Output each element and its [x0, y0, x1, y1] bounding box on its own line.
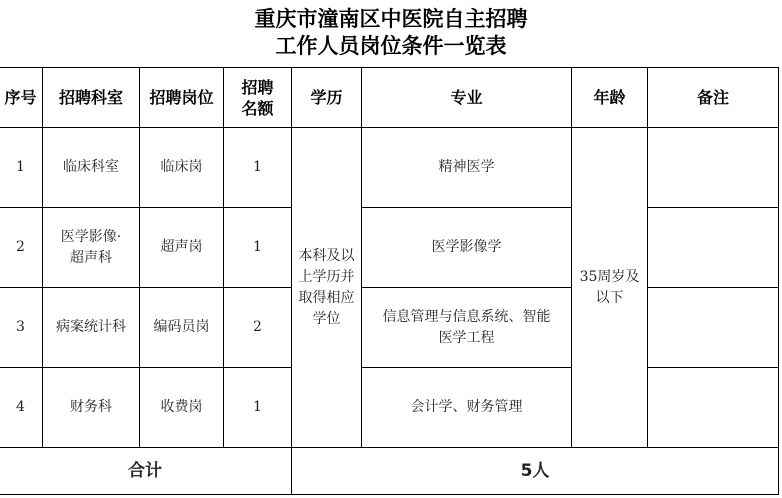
header-remarks: 备注: [648, 68, 779, 128]
cell-education-shared: [292, 128, 362, 448]
age-line2: 以下: [595, 289, 624, 306]
major-line1: 精神医学: [438, 159, 495, 175]
cell-major: [362, 128, 572, 208]
cell-major: [362, 288, 572, 368]
cell-position: 收费岗: [140, 368, 224, 448]
page-title-line2: 工作人员岗位条件一览表: [275, 33, 507, 58]
cell-quota: 2: [224, 288, 292, 368]
total-value: 5人: [292, 448, 779, 495]
cell-quota: 1: [224, 128, 292, 208]
position-requirements-table: [0, 67, 779, 495]
table-row: [0, 128, 779, 208]
table-row: [0, 208, 779, 288]
header-quota-line2: 名额: [241, 98, 274, 118]
cell-quota: 1: [224, 208, 292, 288]
cell-position: 临床岗: [140, 128, 224, 208]
major-line2: 医学工程: [438, 329, 495, 346]
cell-position: 编码员岗: [140, 288, 224, 368]
cell-index: 1: [0, 128, 43, 208]
department-line1: 医学影像·: [60, 228, 122, 245]
cell-index: 3: [0, 288, 43, 368]
cell-index: 2: [0, 208, 43, 288]
department-line1: 财务科: [70, 399, 112, 415]
age-line1: 35周岁及: [579, 268, 640, 285]
cell-department: [43, 128, 140, 208]
table-row: [0, 288, 779, 368]
header-major: 专业: [362, 68, 572, 128]
header-quota-line1: 招聘: [241, 77, 274, 97]
cell-major: [362, 208, 572, 288]
header-age: 年龄: [572, 68, 648, 128]
cell-department: [43, 368, 140, 448]
header-quota: [224, 68, 292, 128]
cell-age-shared: [572, 128, 648, 448]
major-line1: 医学影像学: [431, 239, 502, 255]
page-title-line1: 重庆市潼南区中医院自主招聘: [254, 6, 528, 31]
cell-major: [362, 368, 572, 448]
cell-remarks: [648, 208, 779, 288]
department-line1: 病案统计科: [56, 319, 126, 335]
header-department: 招聘科室: [43, 68, 140, 128]
header-position: 招聘岗位: [140, 68, 224, 128]
cell-remarks: [648, 128, 779, 208]
cell-position: 超声岗: [140, 208, 224, 288]
cell-quota: 1: [224, 368, 292, 448]
cell-remarks: [648, 368, 779, 448]
cell-remarks: [648, 288, 779, 368]
cell-department: [43, 288, 140, 368]
header-education: 学历: [292, 68, 362, 128]
table-header-row: [0, 68, 779, 128]
cell-index: 4: [0, 368, 43, 448]
table-row: [0, 368, 779, 448]
education-line2: 上学历并: [298, 268, 355, 285]
header-index: 序号: [0, 68, 43, 128]
cell-department: [43, 208, 140, 288]
education-line1: 本科及以: [298, 247, 355, 264]
major-line1: 信息管理与信息系统、智能: [382, 308, 551, 325]
education-line4: 学位: [312, 310, 341, 327]
department-line2: 超声科: [70, 249, 112, 266]
total-row: [0, 448, 779, 495]
total-label: 合计: [0, 448, 292, 495]
education-line3: 取得相应: [298, 289, 355, 306]
department-line1: 临床科室: [63, 159, 119, 175]
major-line1: 会计学、财务管理: [410, 399, 523, 415]
